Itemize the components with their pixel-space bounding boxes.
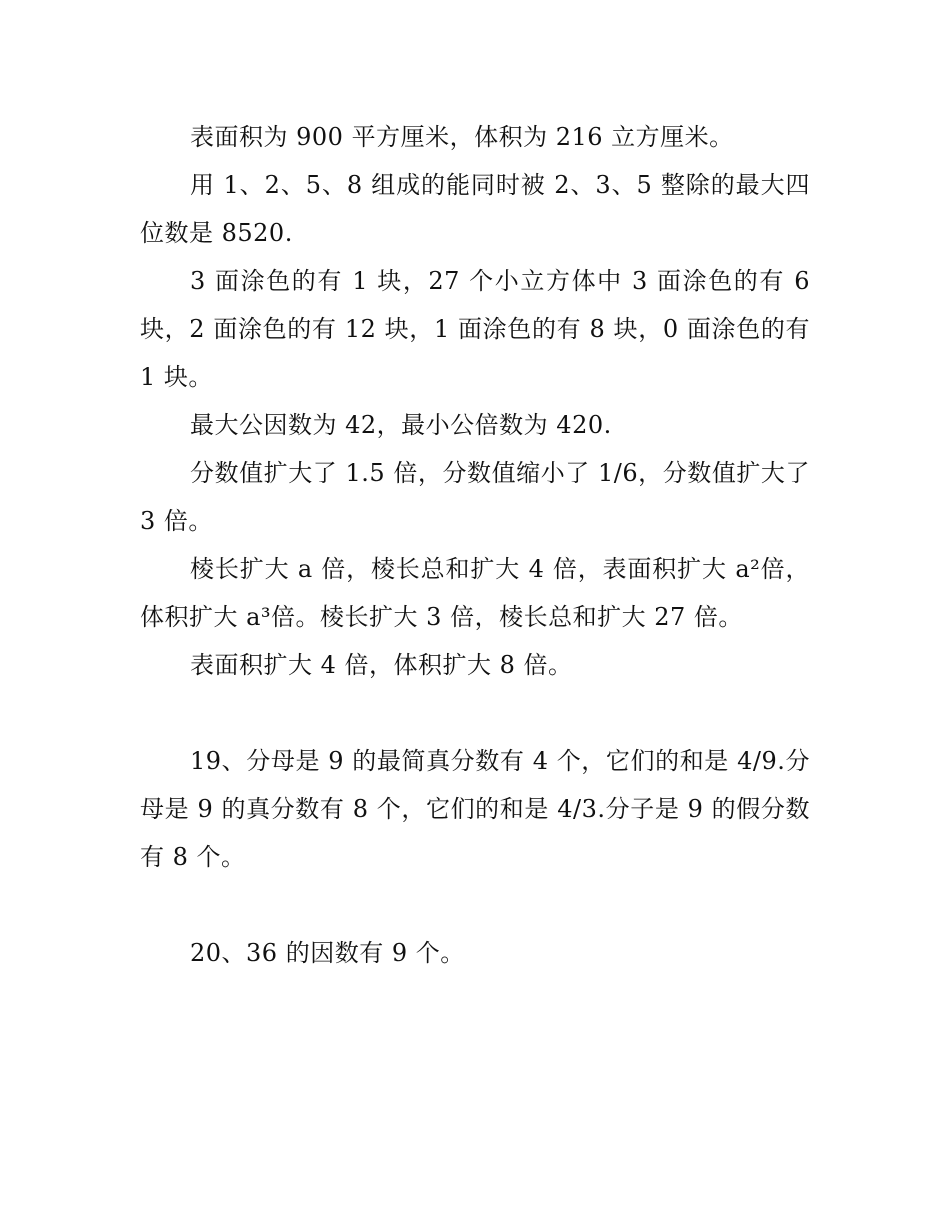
question-19-answer: 19、分母是 9 的最简真分数有 4 个，它们的和是 4/9.分母是 9 的真分数有 8 个，它们的和是 4/3.分子是 9 的假分数有 8 个。: [140, 747, 810, 871]
paragraph-gap: [140, 881, 810, 929]
answer-surface-volume: 表面积为 900 平方厘米，体积为 216 立方厘米。: [190, 123, 734, 151]
answer-painted-cubes: 3 面涂色的有 1 块，27 个小立方体中 3 面涂色的有 6 块，2 面涂色的有 12 块，1 面涂色的有 8 块，0 面涂色的有 1 块。: [140, 267, 810, 391]
answer-surface-volume-scaling: 表面积扩大 4 倍，体积扩大 8 倍。: [190, 651, 573, 679]
answer-fraction-value: 分数值扩大了 1.5 倍，分数值缩小了 1/6，分数值扩大了 3 倍。: [140, 459, 810, 535]
answer-edge-scaling: 棱长扩大 a 倍，棱长总和扩大 4 倍，表面积扩大 a²倍，体积扩大 a³倍。棱长扩大 3 倍，棱长总和扩大 27 倍。: [140, 555, 810, 631]
answer-gcd-lcm: 最大公因数为 42，最小公倍数为 420.: [190, 411, 612, 439]
answer-four-digit-number: 用 1、2、5、8 组成的能同时被 2、3、5 整除的最大四位数是 8520.: [140, 171, 810, 247]
paragraph-gap: [140, 689, 810, 737]
question-20-answer: 20、36 的因数有 9 个。: [190, 939, 465, 967]
document-page: [140, 113, 810, 977]
